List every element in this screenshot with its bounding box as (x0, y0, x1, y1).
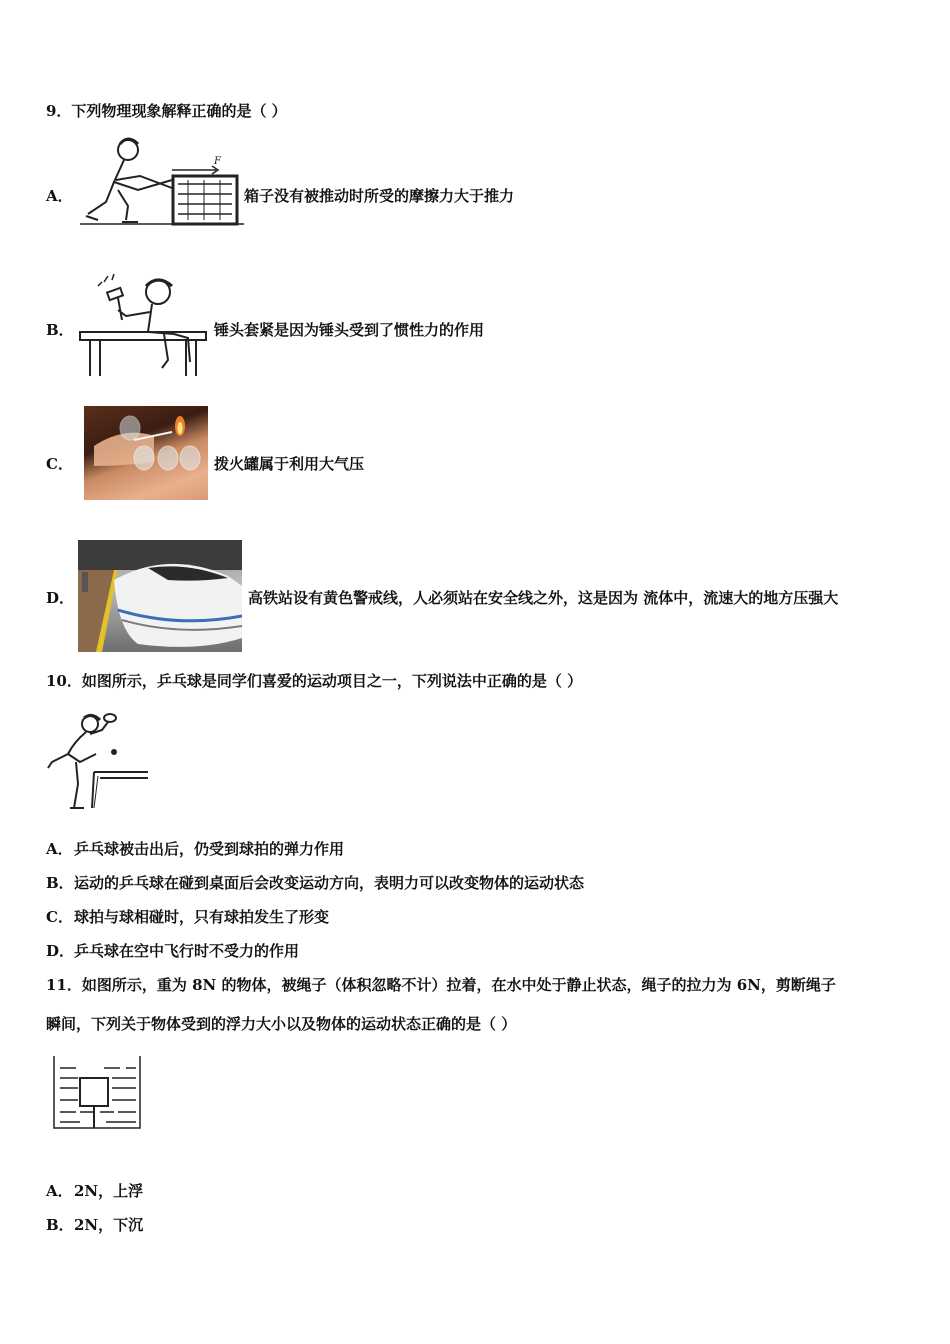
q10-option-d-text: 乒乓球在空中飞行时不受力的作用 (74, 942, 300, 960)
high-speed-train-photo (78, 540, 242, 652)
q9-option-b-text: 锤头套紧是因为锤头受到了惯性力的作用 (214, 321, 485, 339)
q11-stem-line1: 11．如图所示，重为 8N 的物体，被绳子（体积忽略不计）拉着，在水中处于静止状态，绳子的拉力为 6N，剪断绳子 (46, 976, 836, 994)
q9-stem: 9．下列物理现象解释正确的是（ ） (46, 102, 287, 120)
q10-option-d-label: D． (46, 942, 75, 960)
container-water-block-figure (50, 1054, 146, 1132)
q10-stem: 10．如图所示，乒乓球是同学们喜爱的运动项目之一，下列说法中正确的是（ ） (46, 672, 583, 690)
q10-option-a-text: 乒乓球被击出后，仍受到球拍的弹力作用 (74, 840, 345, 858)
q9-option-d-label: D． (46, 589, 75, 607)
q11-stem-line2: 瞬间，下列关于物体受到的浮力大小以及物体的运动状态正确的是（ ） (46, 1015, 517, 1033)
cupping-jars-graphic (84, 406, 208, 500)
cupping-photo (84, 406, 208, 500)
q10-option-a-label: A． (46, 840, 73, 858)
q11-option-b-text: 2N，下沉 (74, 1216, 144, 1234)
q11-option-b-label: B． (46, 1216, 74, 1234)
q10-option-b-text: 运动的乒乓球在碰到桌面后会改变运动方向，表明力可以改变物体的运动状态 (74, 874, 585, 892)
q10-option-c-text: 球拍与球相碰时，只有球拍发生了形变 (74, 908, 330, 926)
q11-option-a-text: 2N，上浮 (74, 1182, 144, 1200)
q9-option-a-label: A． (46, 187, 73, 205)
q11-option-a-label: A． (46, 1182, 73, 1200)
boy-pushing-box-figure (76, 132, 244, 230)
q9-option-c-label: C． (46, 455, 73, 473)
q9-option-a-text: 箱子没有被推动时所受的摩擦力大于推力 (244, 187, 515, 205)
train-platform-graphic (78, 540, 242, 652)
q9-option-d-text: 高铁站设有黄色警戒线，人必须站在安全线之外，这是因为 流体中，流速大的地方压强大 (248, 589, 839, 607)
q10-option-c-label: C． (46, 908, 73, 926)
q10-option-b-label: B． (46, 874, 74, 892)
q9-option-c-text: 拨火罐属于利用大气压 (214, 455, 365, 473)
q9-option-b-label: B． (46, 321, 74, 339)
table-tennis-player-figure (44, 712, 152, 816)
boy-hammer-bench-figure (78, 272, 208, 380)
force-label: F (214, 156, 221, 167)
